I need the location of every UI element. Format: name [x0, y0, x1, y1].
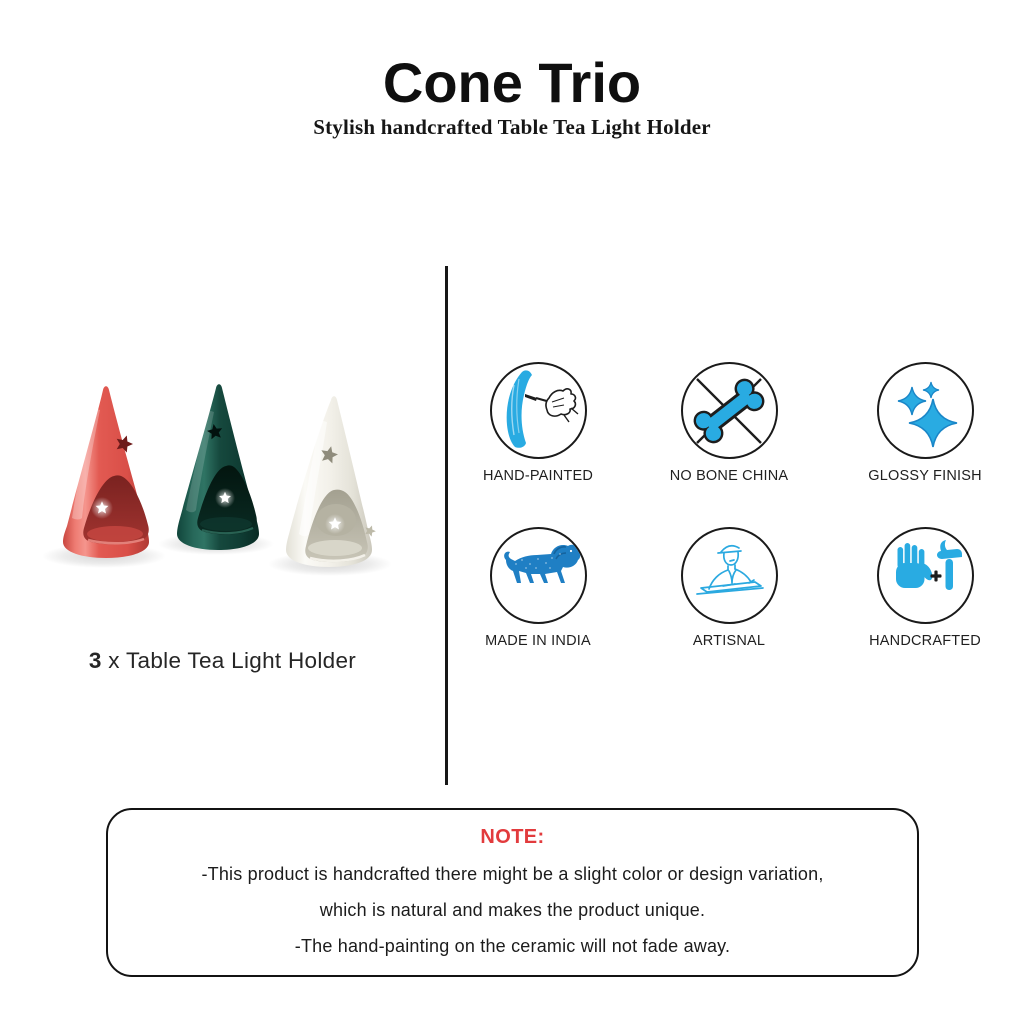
no-bone-china-icon — [683, 365, 775, 457]
feature-label: MADE IN INDIA — [485, 633, 591, 649]
note-line-2: which is natural and makes the product unique. — [319, 900, 706, 920]
product-photo — [18, 356, 423, 622]
handcrafted-icon — [879, 530, 971, 622]
note-box — [106, 808, 919, 977]
feature-no-bone-china — [633, 362, 825, 527]
feature-grid — [443, 362, 1024, 692]
feature-label: GLOSSY FINISH — [868, 468, 982, 484]
green-cone — [177, 384, 259, 550]
feature-circle — [877, 362, 974, 459]
note-heading: NOTE: — [480, 826, 545, 848]
note-line-1: -This product is handcrafted there might be a slight color or design variation, — [201, 864, 824, 884]
feature-circle — [681, 527, 778, 624]
feature-made-in-india — [443, 527, 633, 692]
red-cone — [63, 386, 149, 558]
feature-circle — [490, 527, 587, 624]
feature-circle — [877, 527, 974, 624]
feature-handcrafted — [825, 527, 1024, 692]
feature-label: ARTISNAL — [692, 633, 766, 649]
feature-hand-painted — [443, 362, 633, 527]
feature-circle — [490, 362, 587, 459]
product-caption — [0, 648, 445, 674]
page-subtitle: Stylish handcrafted Table Tea Light Holder — [313, 114, 711, 139]
made-in-india-icon — [492, 530, 584, 622]
feature-label: HAND-PAINTED — [482, 468, 594, 484]
artisan-icon — [683, 530, 775, 622]
feature-glossy-finish — [825, 362, 1024, 527]
glossy-finish-icon — [879, 365, 971, 457]
header — [0, 51, 1024, 140]
note-line-3: -The hand-painting on the ceramic will not fade away. — [294, 936, 731, 956]
feature-label: NO BONE CHINA — [669, 468, 789, 484]
white-cone — [286, 396, 377, 567]
product-caption-text: x Table Tea Light Holder — [101, 648, 357, 673]
hand-painted-icon — [492, 365, 584, 457]
feature-artisnal — [633, 527, 825, 692]
feature-circle — [681, 362, 778, 459]
feature-label: HANDCRAFTED — [869, 633, 981, 649]
product-quantity: 3 — [88, 648, 102, 673]
page-title: Cone Trio — [382, 51, 642, 114]
